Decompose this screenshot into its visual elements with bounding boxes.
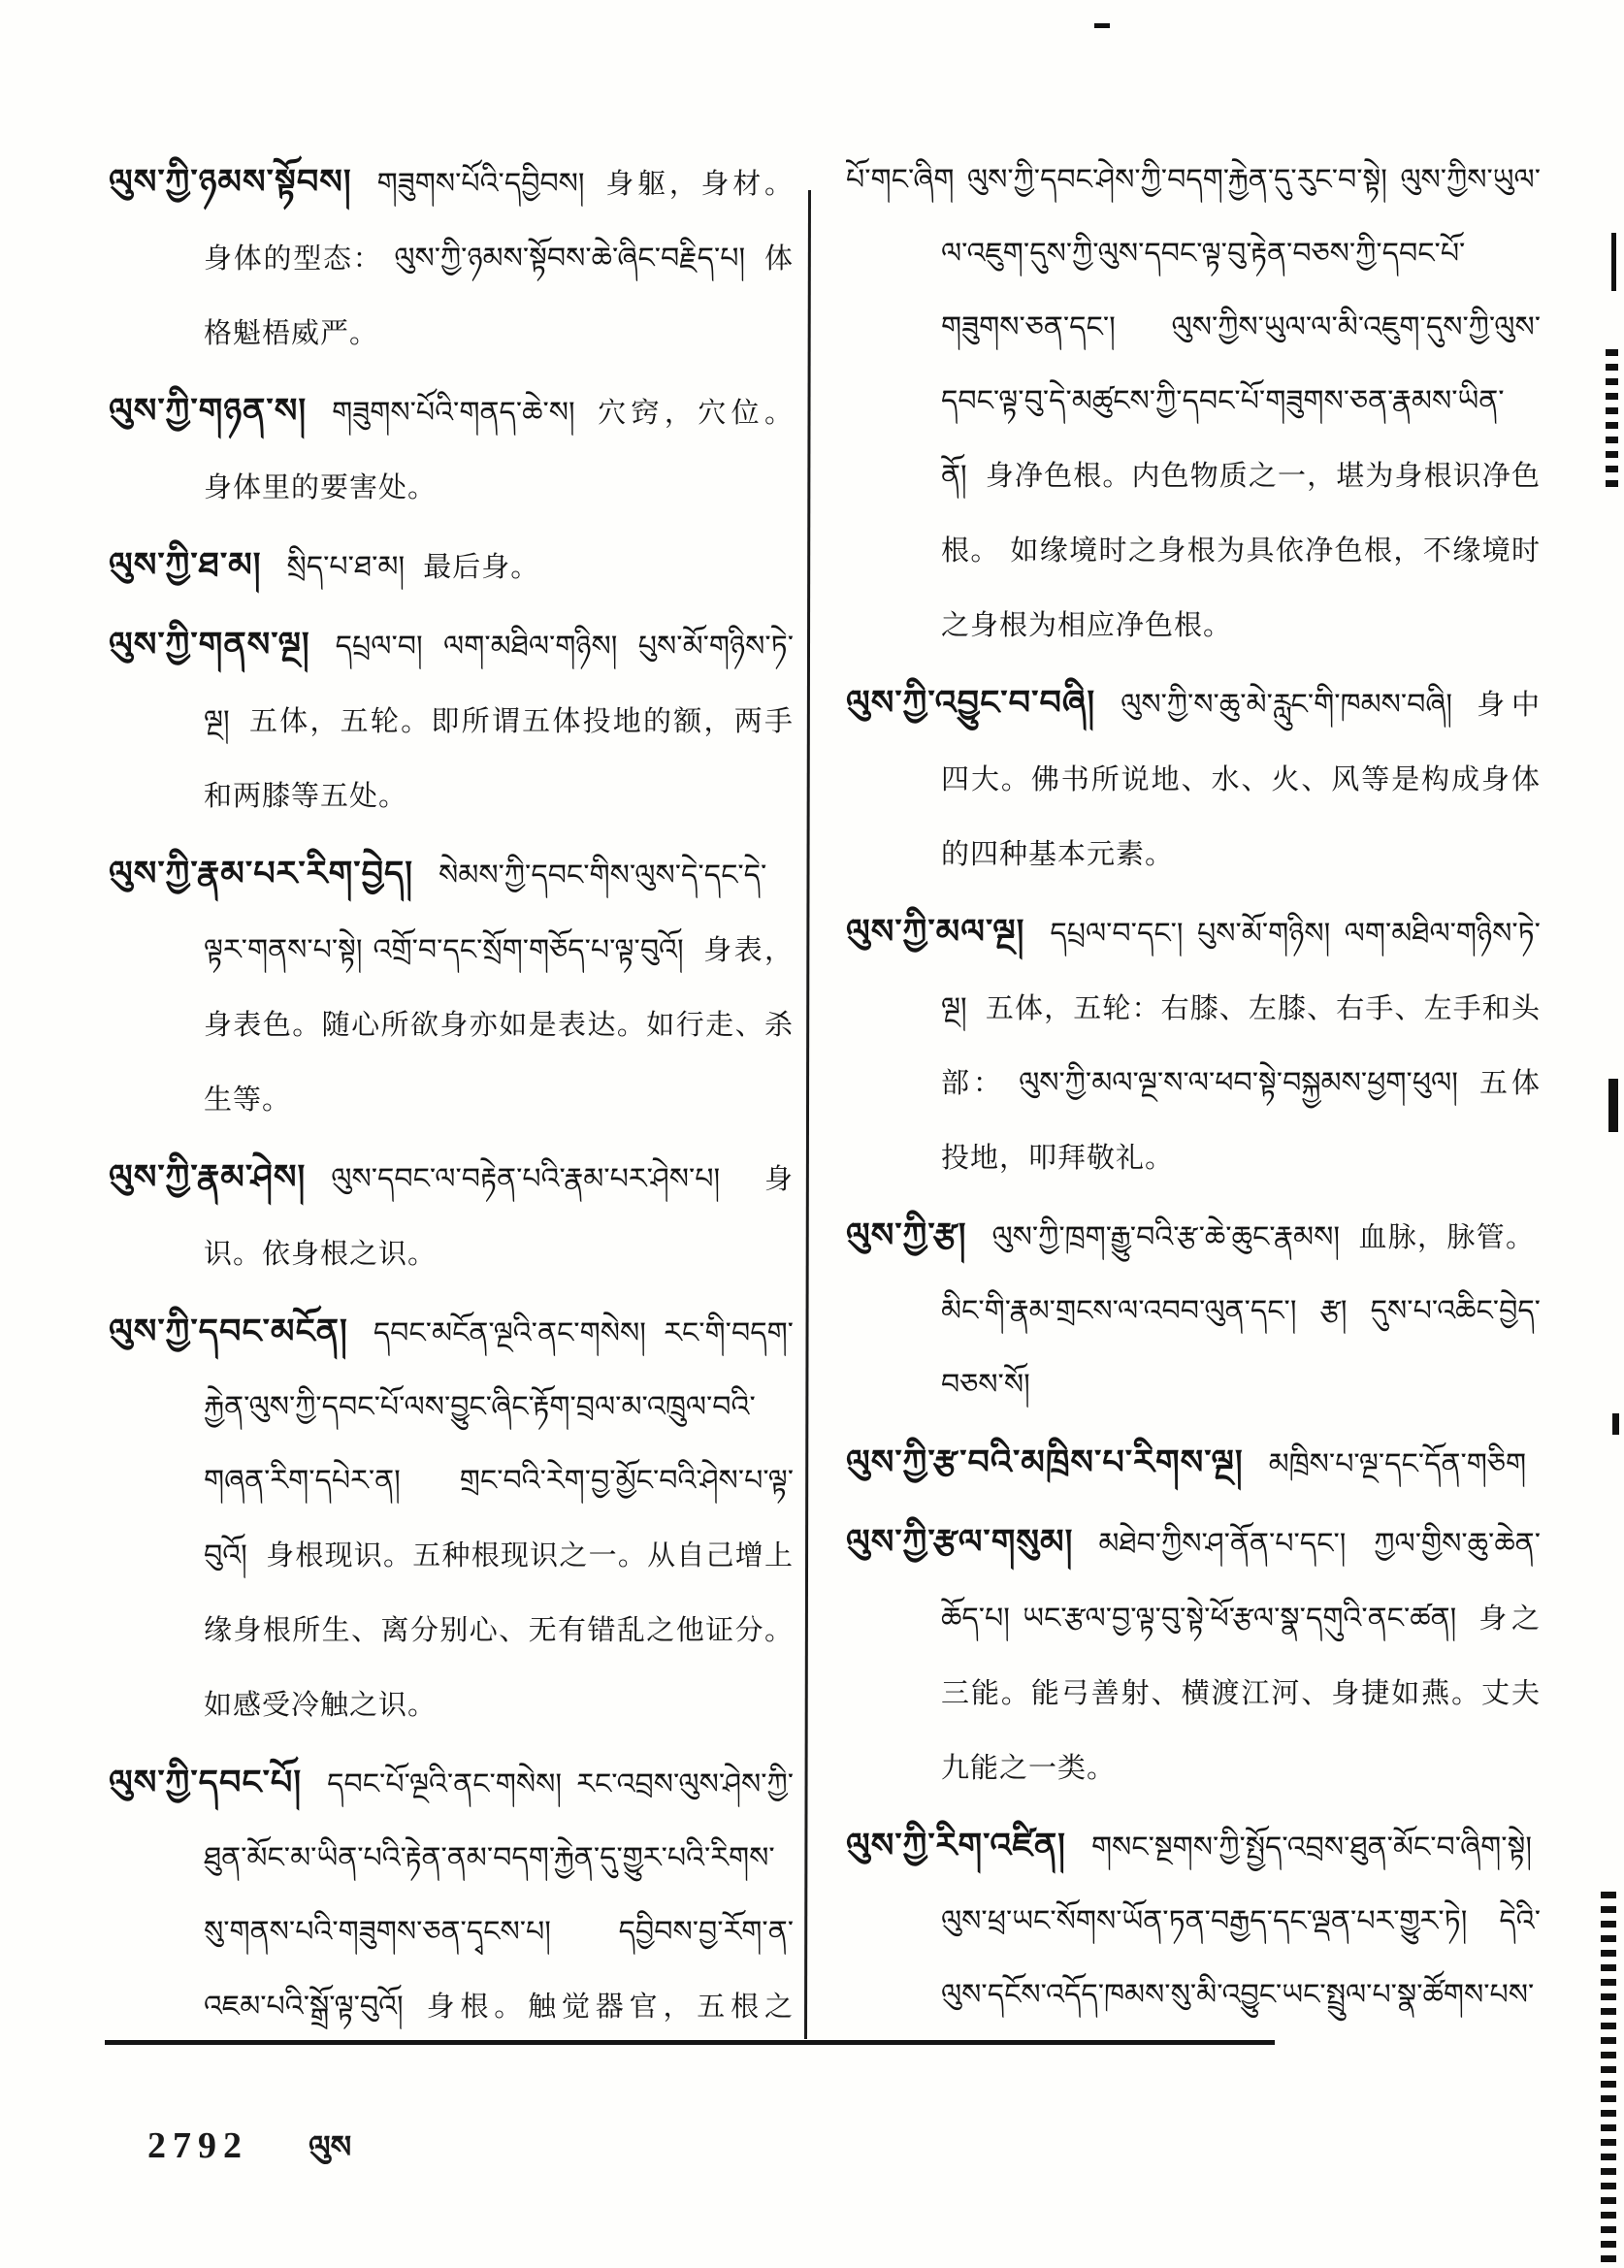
tibetan-gloss-text: གསང་སྔགས་ཀྱི་སྤྱོད་འབྲས་ཐུན་མོང་བ་ཞིག་སྟེ། ལུས་ཕྲ་ཡང་སོགས་ཡོན་ཏན་བརྒྱད་དང་ལྡན་པར་གྱུར་ཏེ། དེའི་ལུས་དངོས་འདོད་ཁམས་སུ་མི་འབྱུང་ཡང་སྤྲུལ་པ་སྣ་ཚོགས་པས་ <box>941 1831 1541 2012</box>
chinese-definition-text: 血脉，脉管。 <box>1358 1220 1535 1253</box>
footer-rule <box>105 2040 1275 2045</box>
headword-tibetan: ལུས་ཀྱི་རྣམ་པར་རིག་བྱེད། <box>109 855 414 893</box>
headword-tibetan: ལུས་ཀྱི་གཉན་ས། <box>109 392 308 431</box>
chinese-definition-text: 身净色根。内色物质之一，堪为身根识净色根。 如缘境时之身根为具依净色根，不缘境时之身根为相应净色根。 <box>941 459 1541 641</box>
tibetan-gloss-text: ལུས་ཀྱི་ཉམས་སྟོབས་ཆེ་ཞིང་བརྗིད་པ། <box>394 242 746 275</box>
dict-entry <box>109 147 794 373</box>
headword-tibetan: ལུས་ཀྱི་དབང་མངོན། <box>109 1312 348 1351</box>
tibetan-gloss-text: དཔྲལ་བ་དང་། པུས་མོ་གཉིས། ལག་མཐིལ་གཉིས་ཏེ་ལྔ། <box>941 917 1541 1025</box>
chinese-definition-text: 身中四大。佛书所说地、水、火、风等是构成身体的四种基本元素。 <box>941 688 1541 870</box>
tibetan-gloss-text: མཁྲིས་པ་ལྔ་དང་དོན་གཅིག <box>1268 1447 1527 1481</box>
dict-entry <box>846 1507 1541 1807</box>
tibetan-gloss-text: གཟུགས་པོའི་དབྱིབས། <box>376 167 585 201</box>
headword-tibetan: ལུས་ཀྱི་རྩ་བའི་མཁྲིས་པ་རིགས་ལྔ། <box>846 1443 1244 1482</box>
chinese-definition-text: 最后身。 <box>423 550 540 583</box>
chinese-definition-text: 身表，身表色。随心所欲身亦如是表达。如行走、杀生等。 <box>204 933 794 1116</box>
tibetan-gloss-text: ལུས་ཀྱི་ས་ཆུ་མེ་རླུང་གི་ཁམས་བཞི། <box>1121 688 1453 722</box>
headword-tibetan: ལུས་ཀྱི་རྩ། <box>846 1216 967 1255</box>
scan-artifact <box>1612 1413 1619 1435</box>
headword-tibetan: ལུས་ཀྱི་རིག་འཛིན། <box>846 1827 1066 1865</box>
headword-tibetan: ལུས་ཀྱི་རྣམ་ཤེས། <box>109 1158 307 1197</box>
dict-entry <box>109 531 794 606</box>
dict-entry <box>109 610 794 835</box>
tibetan-gloss-text: མིང་གི་རྣམ་གྲངས་ལ་འབབ་ལུན་དང་། རྩ། དུས་པ་འཆིང་བྱེད་བཅས་སོ། <box>941 1294 1541 1402</box>
chinese-definition-text: 五体投地，叩拜敬礼。 <box>941 1066 1541 1174</box>
tibetan-gloss-text: དབང་པོ་ལྔའི་ནང་གསེས། རང་འབྲས་ལུས་ཤེས་ཀྱི་ཐུན་མོང་མ་ཡིན་པའི་རྟེན་ནམ་བདག་རྐྱེན་དུ་གྱུར་པའི་རིགས་སུ་གནས་པའི་གཟུགས་ཅན་དྭངས་པ། དབྱིབས་བྱ་རོག་ན་འཇམ་པའི་སྒྲོ་ལྟ་བུའོ། <box>204 1767 794 2024</box>
chinese-definition-text: 身识。依身根之识。 <box>204 1162 794 1270</box>
scan-artifact <box>1606 349 1618 490</box>
chinese-definition-text: 身根现识。五种根现识之一。从自己增上缘身根所生、离分别心、无有错乱之他证分。如感受冷触之识。 <box>204 1539 794 1721</box>
chinese-definition-text: 体格魁梧威严。 <box>204 242 794 349</box>
scan-artifact <box>1611 233 1616 291</box>
headword-tibetan: ལུས་ཀྱི་ཐ་མ། <box>109 546 262 585</box>
dict-entry <box>109 839 794 1139</box>
headword-tibetan: ལུས་ཀྱི་གནས་ལྔ། <box>109 626 310 664</box>
headword-tibetan: ལུས་ཀྱི་དབང་པོ། <box>109 1764 303 1802</box>
tibetan-gloss-text: དཔྲལ་བ། ལག་མཐིལ་གཉིས། པུས་མོ་གཉིས་ཏེ་ལྔ། <box>204 630 794 738</box>
right-column <box>846 146 1541 2043</box>
chinese-definition-text: 五体，五轮：右膝、左膝、右手、左手和头部： <box>941 991 1541 1099</box>
chinese-definition-text: 身根。触觉器官，五根之 <box>426 1990 794 2023</box>
guide-syllable: ལུས <box>309 2128 352 2165</box>
dict-entry <box>109 1748 794 2029</box>
headword-tibetan: ལུས་ཀྱི་འབྱུང་བ་བཞི། <box>846 684 1096 723</box>
tibetan-gloss-text: ལུས་དབང་ལ་བརྟེན་པའི་རྣམ་པར་ཤེས་པ། <box>331 1162 721 1196</box>
left-column <box>109 147 794 2029</box>
scan-artifact <box>1094 23 1110 28</box>
chinese-definition-text: 穴窍，穴位。身体里的要害处。 <box>204 396 794 503</box>
dict-entry <box>846 1811 1541 2043</box>
page-footer <box>147 2113 633 2200</box>
tibetan-gloss-text: པོ་གང་ཞིག ལུས་ཀྱི་དབང་ཤེས་ཀྱི་བདག་རྐྱེན་དུ་རུང་བ་སྟེ། ལུས་ཀྱིས་ཡུལ་ལ་འཇུག་དུས་ཀྱི་ལུས་དབང་ལྟ་བུ་རྟེན་བཅས་ཀྱི་དབང་པོ་གཟུགས་ཅན་དང་། ལུས་ཀྱིས་ཡུལ་ལ་མི་འཇུག་དུས་ཀྱི་ལུས་དབང་ལྟ་བུ་དེ་མཚུངས་ཀྱི་དབང་པོ་གཟུགས་ཅན་རྣམས་ཡིན་ནོ། <box>846 163 1541 493</box>
headword-tibetan: ལུས་ཀྱི་རྩལ་གསུམ། <box>846 1523 1074 1562</box>
dict-entry <box>846 897 1541 1197</box>
dict-entry <box>109 376 794 527</box>
dict-entry <box>846 668 1541 893</box>
tibetan-gloss-text: ལུས་ཀྱི་མལ་ལྔ་ས་ལ་ཕབ་སྟེ་བསྐྱམས་ཕྱག་ཕུལ། <box>1019 1066 1458 1100</box>
tibetan-gloss-text: སྲིད་པ་ཐ་མ། <box>286 550 406 584</box>
headword-tibetan: ལུས་ཀྱི་ཉམས་སྟོབས། <box>109 163 352 202</box>
chinese-definition-text: 五体，五轮。即所谓五体投地的额，两手和两膝等五处。 <box>204 704 794 812</box>
dict-entry <box>109 1297 794 1744</box>
tibetan-gloss-text: མཐེབ་ཀྱིས་ཤ་ནོན་པ་དང་། ཀྱལ་གྱིས་ཆུ་ཆེན་ཆོད་པ། ཡང་རྩལ་བྱ་ལྟ་བུ་སྟེ་ཕོ་རྩལ་སྣ་དགུའི་ནང་ཚན། <box>941 1527 1541 1636</box>
column-divider-rule <box>804 190 811 2039</box>
headword-tibetan: ལུས་ཀྱི་མལ་ལྔ། <box>846 913 1025 952</box>
chinese-definition-text: 身之三能。能弓善射、横渡江河、身捷如燕。丈夫九能之一类。 <box>941 1602 1541 1784</box>
tibetan-gloss-text: དབང་མངོན་ལྔའི་ནང་གསེས། རང་གི་བདག་རྐྱེན་ལུས་ཀྱི་དབང་པོ་ལས་བྱུང་ཞིང་རྟོག་བྲལ་མ་འཁྲུལ་བའི་གཞན་རིག་དཔེར་ན། གྲང་བའི་རེག་བྱ་མྱོང་བའི་ཤེས་པ་ལྟ་བུའོ། <box>204 1316 794 1572</box>
dict-entry <box>846 146 1541 664</box>
tibetan-gloss-text: གཟུགས་པོའི་གནད་ཆེ་ས། <box>332 396 575 430</box>
dict-entry <box>846 1201 1541 1424</box>
dict-entry <box>846 1428 1541 1504</box>
chinese-definition-text: 身躯，身材。身体的型态： <box>204 167 794 275</box>
scan-artifact <box>1608 1079 1618 1132</box>
tibetan-gloss-text: ལུས་ཀྱི་ཁྲག་རྒྱུ་བའི་རྩ་ཆེ་ཆུང་རྣམས། <box>991 1220 1341 1254</box>
tibetan-gloss-text: སེམས་ཀྱི་དབང་གིས་ལུས་དེ་དང་དེ་ལྟར་གནས་པ་སྟེ། འགྲོ་བ་དང་སྲོག་གཅོད་པ་ལྟ་བུའོ། <box>204 859 767 967</box>
dict-entry <box>109 1143 794 1293</box>
page-number: 2792 <box>147 2125 248 2166</box>
scan-artifact <box>1601 1892 1616 2265</box>
